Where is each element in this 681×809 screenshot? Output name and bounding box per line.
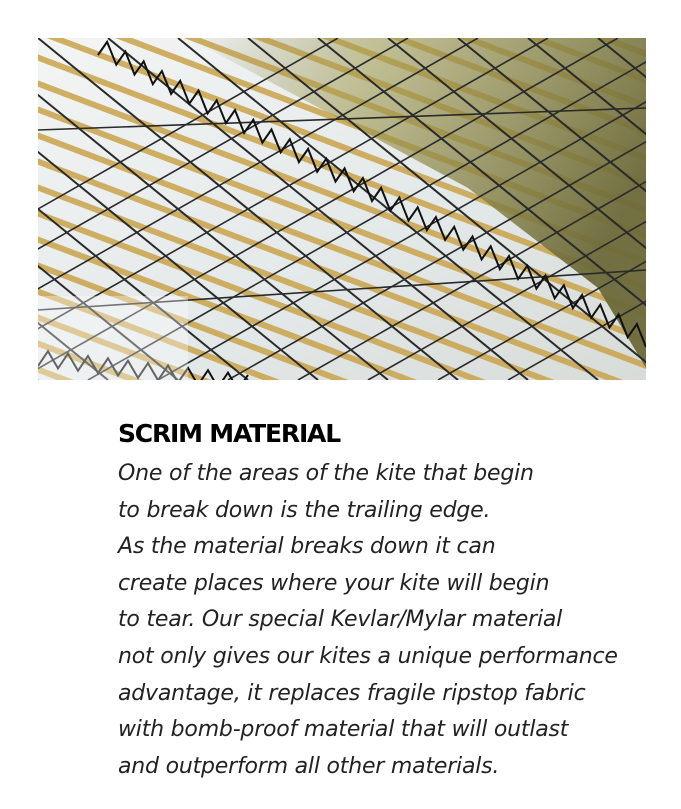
body-line: with bomb-proof material that will outlast bbox=[118, 717, 569, 743]
body-line: and outperform all other materials. bbox=[118, 753, 500, 779]
body-line: advantage, it replaces fragile ripstop fabric bbox=[118, 680, 586, 706]
body-line: One of the areas of the kite that begin bbox=[118, 461, 534, 486]
body-line: create places where your kite will begin bbox=[118, 570, 550, 596]
scrim-photo bbox=[38, 38, 646, 380]
body-line: to break down is the trailing edge. bbox=[118, 497, 491, 523]
section-heading: SCRIM MATERIAL bbox=[118, 419, 340, 448]
scrim-photo-graphic bbox=[38, 38, 646, 380]
body-paragraph bbox=[118, 456, 618, 785]
tape-overlay bbox=[38, 296, 188, 380]
body-line: to tear. Our special Kevlar/Mylar material bbox=[118, 607, 563, 633]
body-line: not only gives our kites a unique performance bbox=[118, 643, 618, 669]
body-line: As the material breaks down it can bbox=[118, 534, 496, 560]
